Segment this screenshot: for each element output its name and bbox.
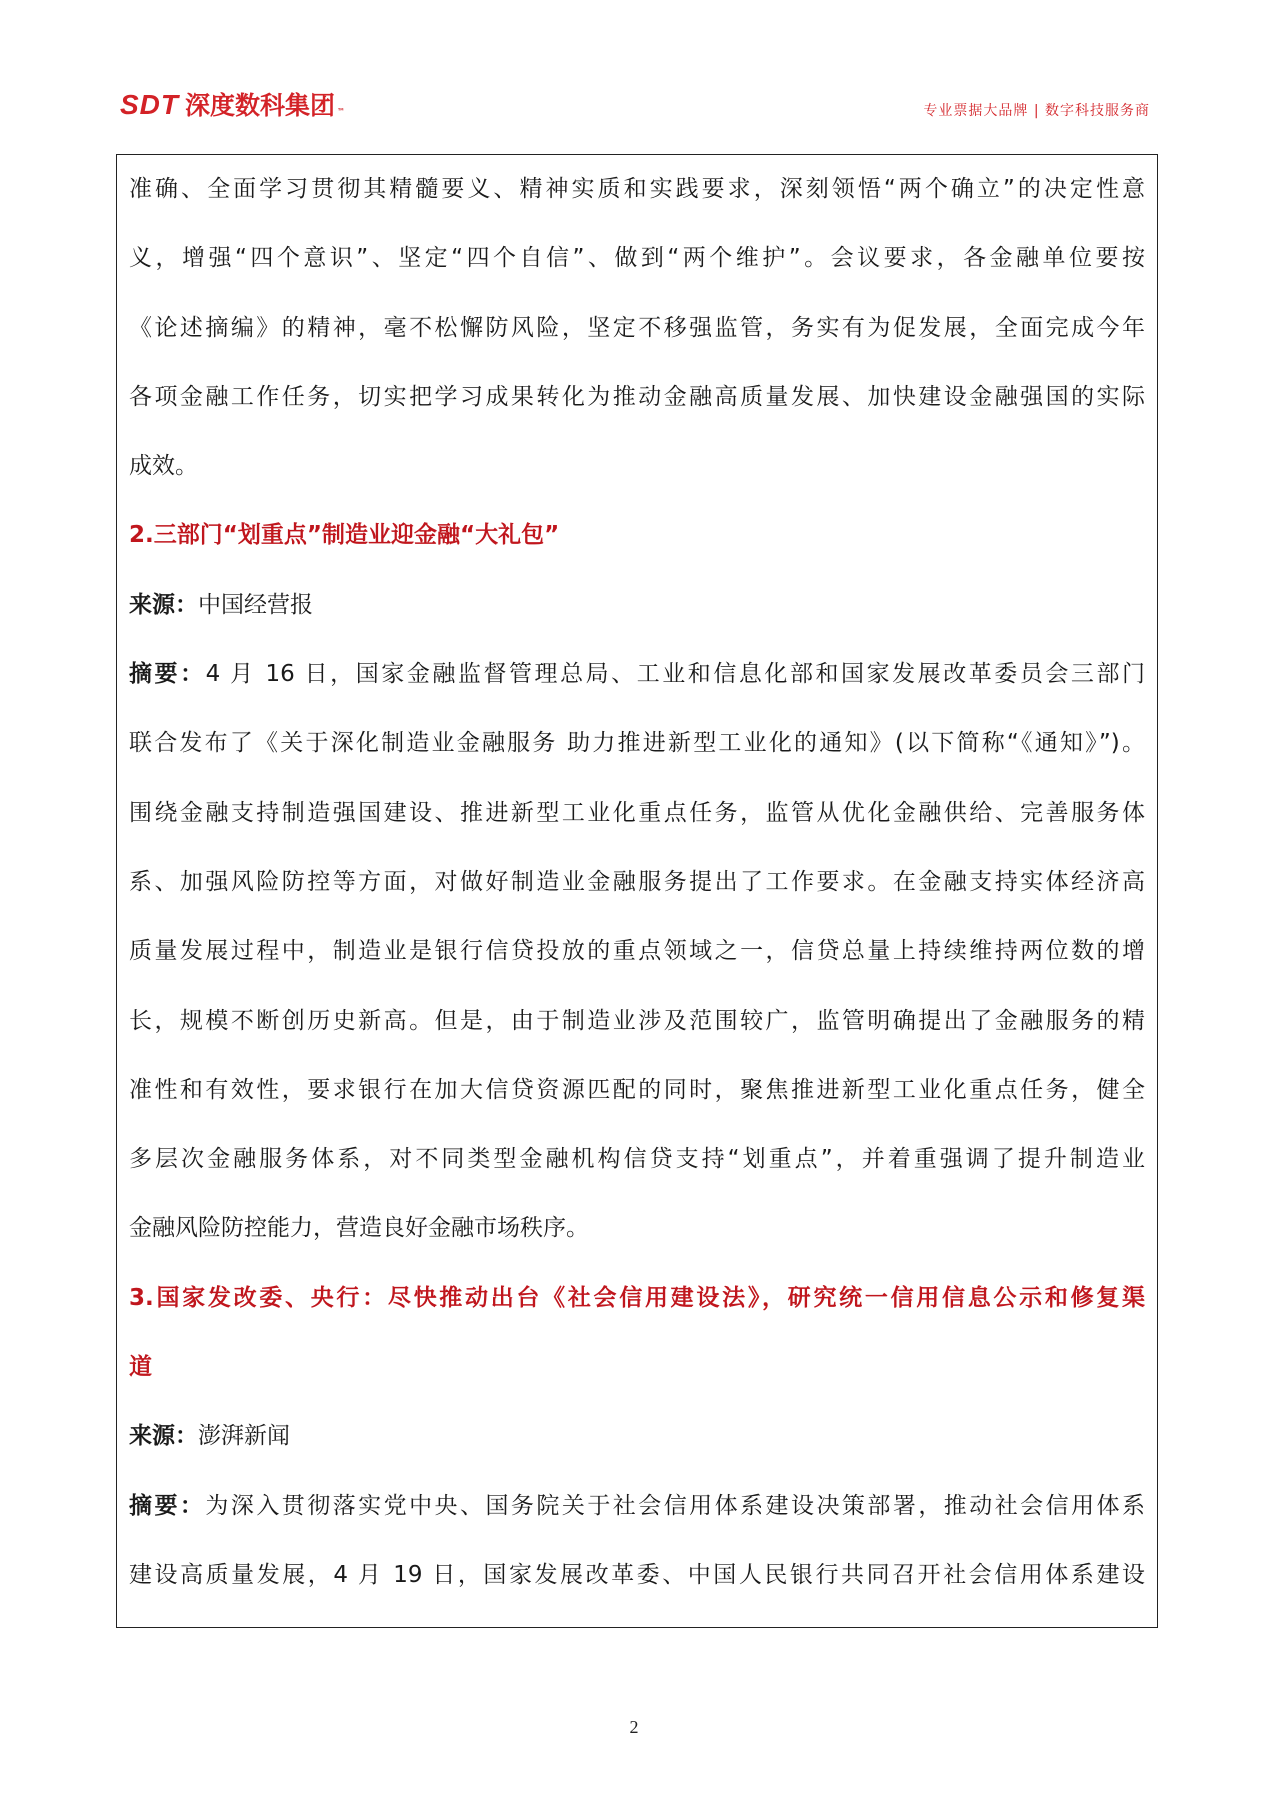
summary-line: 多层次金融服务体系，对不同类型金融机构信贷支持“划重点”，并着重强调了提升制造业	[129, 1146, 1145, 1173]
summary-line: 围绕金融支持制造强国建设、推进新型工业化重点任务，监管从优化金融供给、完善服务体	[129, 799, 1145, 826]
summary-line: 准性和有效性，要求银行在加大信贷资源匹配的同时，聚焦推进新型工业化重点任务，健全	[129, 1076, 1145, 1103]
summary-line: 长，规模不断创历史新高。但是，由于制造业涉及范围较广，监管明确提出了金融服务的精	[129, 1007, 1145, 1034]
section-3-title-cont: 道	[129, 1354, 152, 1381]
section-3-title: 3.国家发改委、央行：尽快推动出台《社会信用建设法》，研究统一信用信息公示和修复渠	[129, 1284, 1145, 1311]
page-number: 2	[629, 1717, 639, 1737]
section-2-summary-first	[129, 640, 1145, 709]
intro-line: 义，增强“四个意识”、坚定“四个自信”、做到“两个维护”。会议要求，各金融单位要按	[129, 245, 1145, 272]
source-value: 澎湃新闻	[198, 1423, 290, 1450]
summary-line: 金融风险防控能力，营造良好金融市场秩序。	[129, 1215, 589, 1242]
summary-text: 4 月 16 日，国家金融监督管理总局、工业和信息化部和国家发展改革委员会三部门	[205, 661, 1145, 688]
logo-company-name: 深度数科集团	[185, 91, 336, 120]
logo-sdt-text: SDT	[120, 89, 179, 120]
source-value: 中国经营报	[198, 591, 313, 618]
summary-text: 为深入贯彻落实党中央、国务院关于社会信用体系建设决策部署，推动社会信用体系	[205, 1492, 1145, 1519]
intro-line: 准确、全面学习贯彻其精髓要义、精神实质和实践要求，深刻领悟“两个确立”的决定性意	[129, 176, 1145, 202]
section-2-title: 2.三部门“划重点”制造业迎金融“大礼包”	[129, 522, 560, 549]
intro-line: 成效。	[129, 453, 198, 480]
summary-line: 系、加强风险防控等方面，对做好制造业金融服务提出了工作要求。在金融支持实体经济高	[129, 868, 1145, 895]
source-label: 来源：	[129, 1423, 198, 1450]
header-slogan: 专业票据大品牌 | 数字科技服务商	[923, 103, 1150, 119]
summary-line: 联合发布了《关于深化制造业金融服务 助力推进新型工业化的通知》(以下简称“《通知》”)。	[129, 730, 1145, 757]
company-logo	[120, 86, 345, 122]
section-3-source	[129, 1402, 1145, 1471]
article-content-box	[116, 154, 1158, 1628]
section-2-source	[129, 571, 1145, 640]
summary-label: 摘要：	[129, 661, 206, 688]
source-label: 来源：	[129, 591, 198, 618]
intro-line: 各项金融工作任务，切实把学习成果转化为推动金融高质量发展、加快建设金融强国的实际	[129, 383, 1145, 410]
page-header	[120, 86, 1150, 126]
summary-label: 摘要：	[129, 1492, 206, 1519]
logo-trademark: ™	[337, 107, 346, 116]
summary-line: 建设高质量发展，4 月 19 日，国家发展改革委、中国人民银行共同召开社会信用体系建设	[129, 1561, 1145, 1588]
summary-line: 质量发展过程中，制造业是银行信贷投放的重点领域之一，信贷总量上持续维持两位数的增	[129, 938, 1145, 965]
section-3-summary-first	[129, 1472, 1145, 1541]
article-content	[129, 155, 1145, 1610]
intro-line: 《论述摘编》的精神，毫不松懈防风险，坚定不移强监管，务实有为促发展，全面完成今年	[129, 314, 1145, 341]
